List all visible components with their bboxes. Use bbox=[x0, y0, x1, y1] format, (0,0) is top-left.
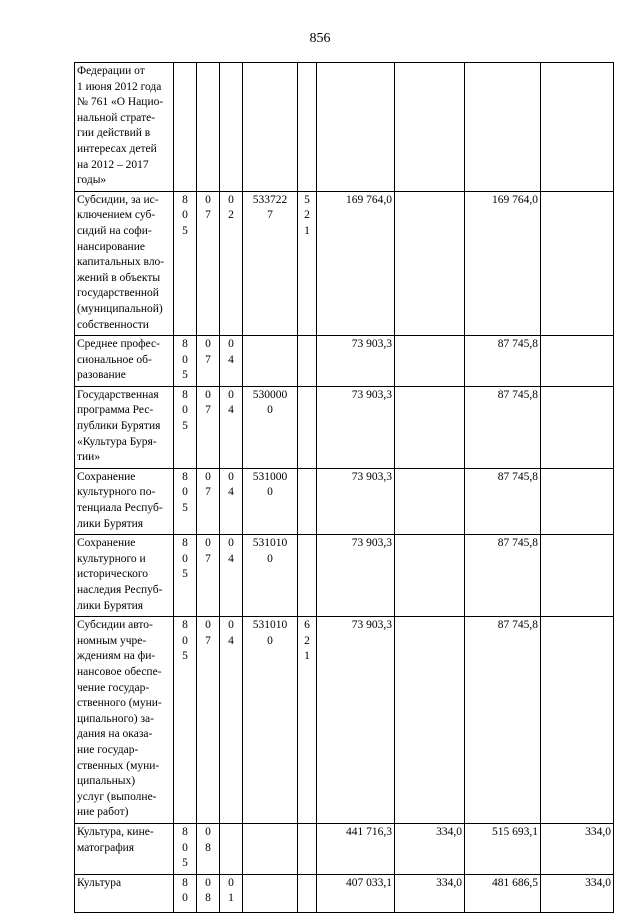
amount-2015: 87 745,8 bbox=[465, 535, 541, 617]
subsection-code: 0 1 bbox=[220, 874, 243, 912]
ved-code: 8 0 5 bbox=[174, 823, 197, 874]
ved-code: 8 0 5 bbox=[174, 336, 197, 387]
amount-2014: 73 903,3 bbox=[317, 386, 395, 468]
table-row bbox=[75, 191, 614, 335]
row-name: Среднее профес- сиональное об- разование bbox=[75, 336, 174, 387]
ved-code: 8 0 5 bbox=[174, 617, 197, 824]
expense-type-code: 6 2 1 bbox=[298, 617, 317, 824]
section-code: 0 7 bbox=[197, 191, 220, 335]
subsection-code: 0 2 bbox=[220, 191, 243, 335]
ved-code: 8 0 bbox=[174, 874, 197, 912]
ved-code: 8 0 5 bbox=[174, 191, 197, 335]
expense-type-code bbox=[298, 874, 317, 912]
subsection-code: 0 4 bbox=[220, 535, 243, 617]
page-number: 856 bbox=[309, 31, 331, 46]
target-article-code: 533722 7 bbox=[243, 191, 298, 335]
expense-type-code bbox=[298, 535, 317, 617]
row-name: Государственная программа Рес- публики Бурятия «Культура Буря- тии» bbox=[75, 386, 174, 468]
table-row bbox=[75, 823, 614, 874]
section-code bbox=[197, 63, 220, 192]
table-row bbox=[75, 468, 614, 534]
target-article-code: 531000 0 bbox=[243, 468, 298, 534]
amount-2015-subvention bbox=[541, 386, 614, 468]
amount-2015-subvention: 334,0 bbox=[541, 874, 614, 912]
amount-2014: 407 033,1 bbox=[317, 874, 395, 912]
target-article-code: 531010 0 bbox=[243, 535, 298, 617]
ved-code: 8 0 5 bbox=[174, 535, 197, 617]
amount-2014-subvention bbox=[395, 386, 465, 468]
amount-2014: 169 764,0 bbox=[317, 191, 395, 335]
amount-2015: 87 745,8 bbox=[465, 386, 541, 468]
amount-2015-subvention bbox=[541, 336, 614, 387]
amount-2014-subvention bbox=[395, 191, 465, 335]
ved-code: 8 0 5 bbox=[174, 386, 197, 468]
amount-2014: 73 903,3 bbox=[317, 535, 395, 617]
amount-2015-subvention bbox=[541, 191, 614, 335]
row-name: Культура, кине- матография bbox=[75, 823, 174, 874]
amount-2015-subvention bbox=[541, 535, 614, 617]
subsection-code: 0 4 bbox=[220, 468, 243, 534]
amount-2015: 481 686,5 bbox=[465, 874, 541, 912]
subsection-code: 0 4 bbox=[220, 386, 243, 468]
subsection-code: 0 4 bbox=[220, 617, 243, 824]
amount-2015-subvention: 334,0 bbox=[541, 823, 614, 874]
target-article-code: 530000 0 bbox=[243, 386, 298, 468]
section-code: 0 7 bbox=[197, 535, 220, 617]
amount-2014 bbox=[317, 63, 395, 192]
table-row bbox=[75, 535, 614, 617]
row-name: Сохранение культурного по- тенциала Респуб- лики Бурятия bbox=[75, 468, 174, 534]
expense-type-code bbox=[298, 823, 317, 874]
row-name: Федерации от 1 июня 2012 года № 761 «О Нацио- нальной страте- гии действий в интересах детей на 2012 – 2017 годы» bbox=[75, 63, 174, 192]
amount-2014: 73 903,3 bbox=[317, 468, 395, 534]
section-code: 0 8 bbox=[197, 823, 220, 874]
amount-2015-subvention bbox=[541, 63, 614, 192]
target-article-code bbox=[243, 823, 298, 874]
target-article-code bbox=[243, 63, 298, 192]
expense-type-code bbox=[298, 386, 317, 468]
amount-2015: 87 745,8 bbox=[465, 336, 541, 387]
amount-2015: 87 745,8 bbox=[465, 468, 541, 534]
amount-2014-subvention: 334,0 bbox=[395, 874, 465, 912]
amount-2014: 73 903,3 bbox=[317, 617, 395, 824]
row-name: Субсидии авто- номным учре- ждениям на фи- нансовое обеспе- чение государ- ственного (муни- ципального) за- дания на оказа- ние государ- ственных (муни- ципальных) услуг (выполне- ние работ) bbox=[75, 617, 174, 824]
amount-2015: 87 745,8 bbox=[465, 617, 541, 824]
section-code: 0 8 bbox=[197, 874, 220, 912]
amount-2014-subvention bbox=[395, 336, 465, 387]
row-name: Культура bbox=[75, 874, 174, 912]
amount-2015: 169 764,0 bbox=[465, 191, 541, 335]
target-article-code bbox=[243, 336, 298, 387]
expense-type-code bbox=[298, 63, 317, 192]
table-row bbox=[75, 63, 614, 192]
row-name: Сохранение культурного и исторического наследия Респуб- лики Бурятия bbox=[75, 535, 174, 617]
amount-2015-subvention bbox=[541, 468, 614, 534]
section-code: 0 7 bbox=[197, 386, 220, 468]
table-row bbox=[75, 874, 614, 912]
amount-2014-subvention bbox=[395, 63, 465, 192]
ved-code: 8 0 5 bbox=[174, 468, 197, 534]
amount-2014-subvention bbox=[395, 468, 465, 534]
expense-type-code bbox=[298, 468, 317, 534]
amount-2014: 73 903,3 bbox=[317, 336, 395, 387]
table-row bbox=[75, 336, 614, 387]
amount-2014: 441 716,3 bbox=[317, 823, 395, 874]
amount-2015: 515 693,1 bbox=[465, 823, 541, 874]
row-name: Субсидии, за ис- ключением суб- сидий на софи- нансирование капитальных вло- жений в объекты государственной (муниципальной) собственности bbox=[75, 191, 174, 335]
subsection-code: 0 4 bbox=[220, 336, 243, 387]
section-code: 0 7 bbox=[197, 617, 220, 824]
expense-type-code bbox=[298, 336, 317, 387]
budget-table bbox=[74, 62, 614, 913]
amount-2014-subvention bbox=[395, 535, 465, 617]
target-article-code bbox=[243, 874, 298, 912]
section-code: 0 7 bbox=[197, 336, 220, 387]
ved-code bbox=[174, 63, 197, 192]
section-code: 0 7 bbox=[197, 468, 220, 534]
amount-2014-subvention bbox=[395, 617, 465, 824]
target-article-code: 531010 0 bbox=[243, 617, 298, 824]
amount-2015 bbox=[465, 63, 541, 192]
subsection-code bbox=[220, 823, 243, 874]
expense-type-code: 5 2 1 bbox=[298, 191, 317, 335]
table-row bbox=[75, 617, 614, 824]
amount-2014-subvention: 334,0 bbox=[395, 823, 465, 874]
table-row bbox=[75, 386, 614, 468]
amount-2015-subvention bbox=[541, 617, 614, 824]
subsection-code bbox=[220, 63, 243, 192]
